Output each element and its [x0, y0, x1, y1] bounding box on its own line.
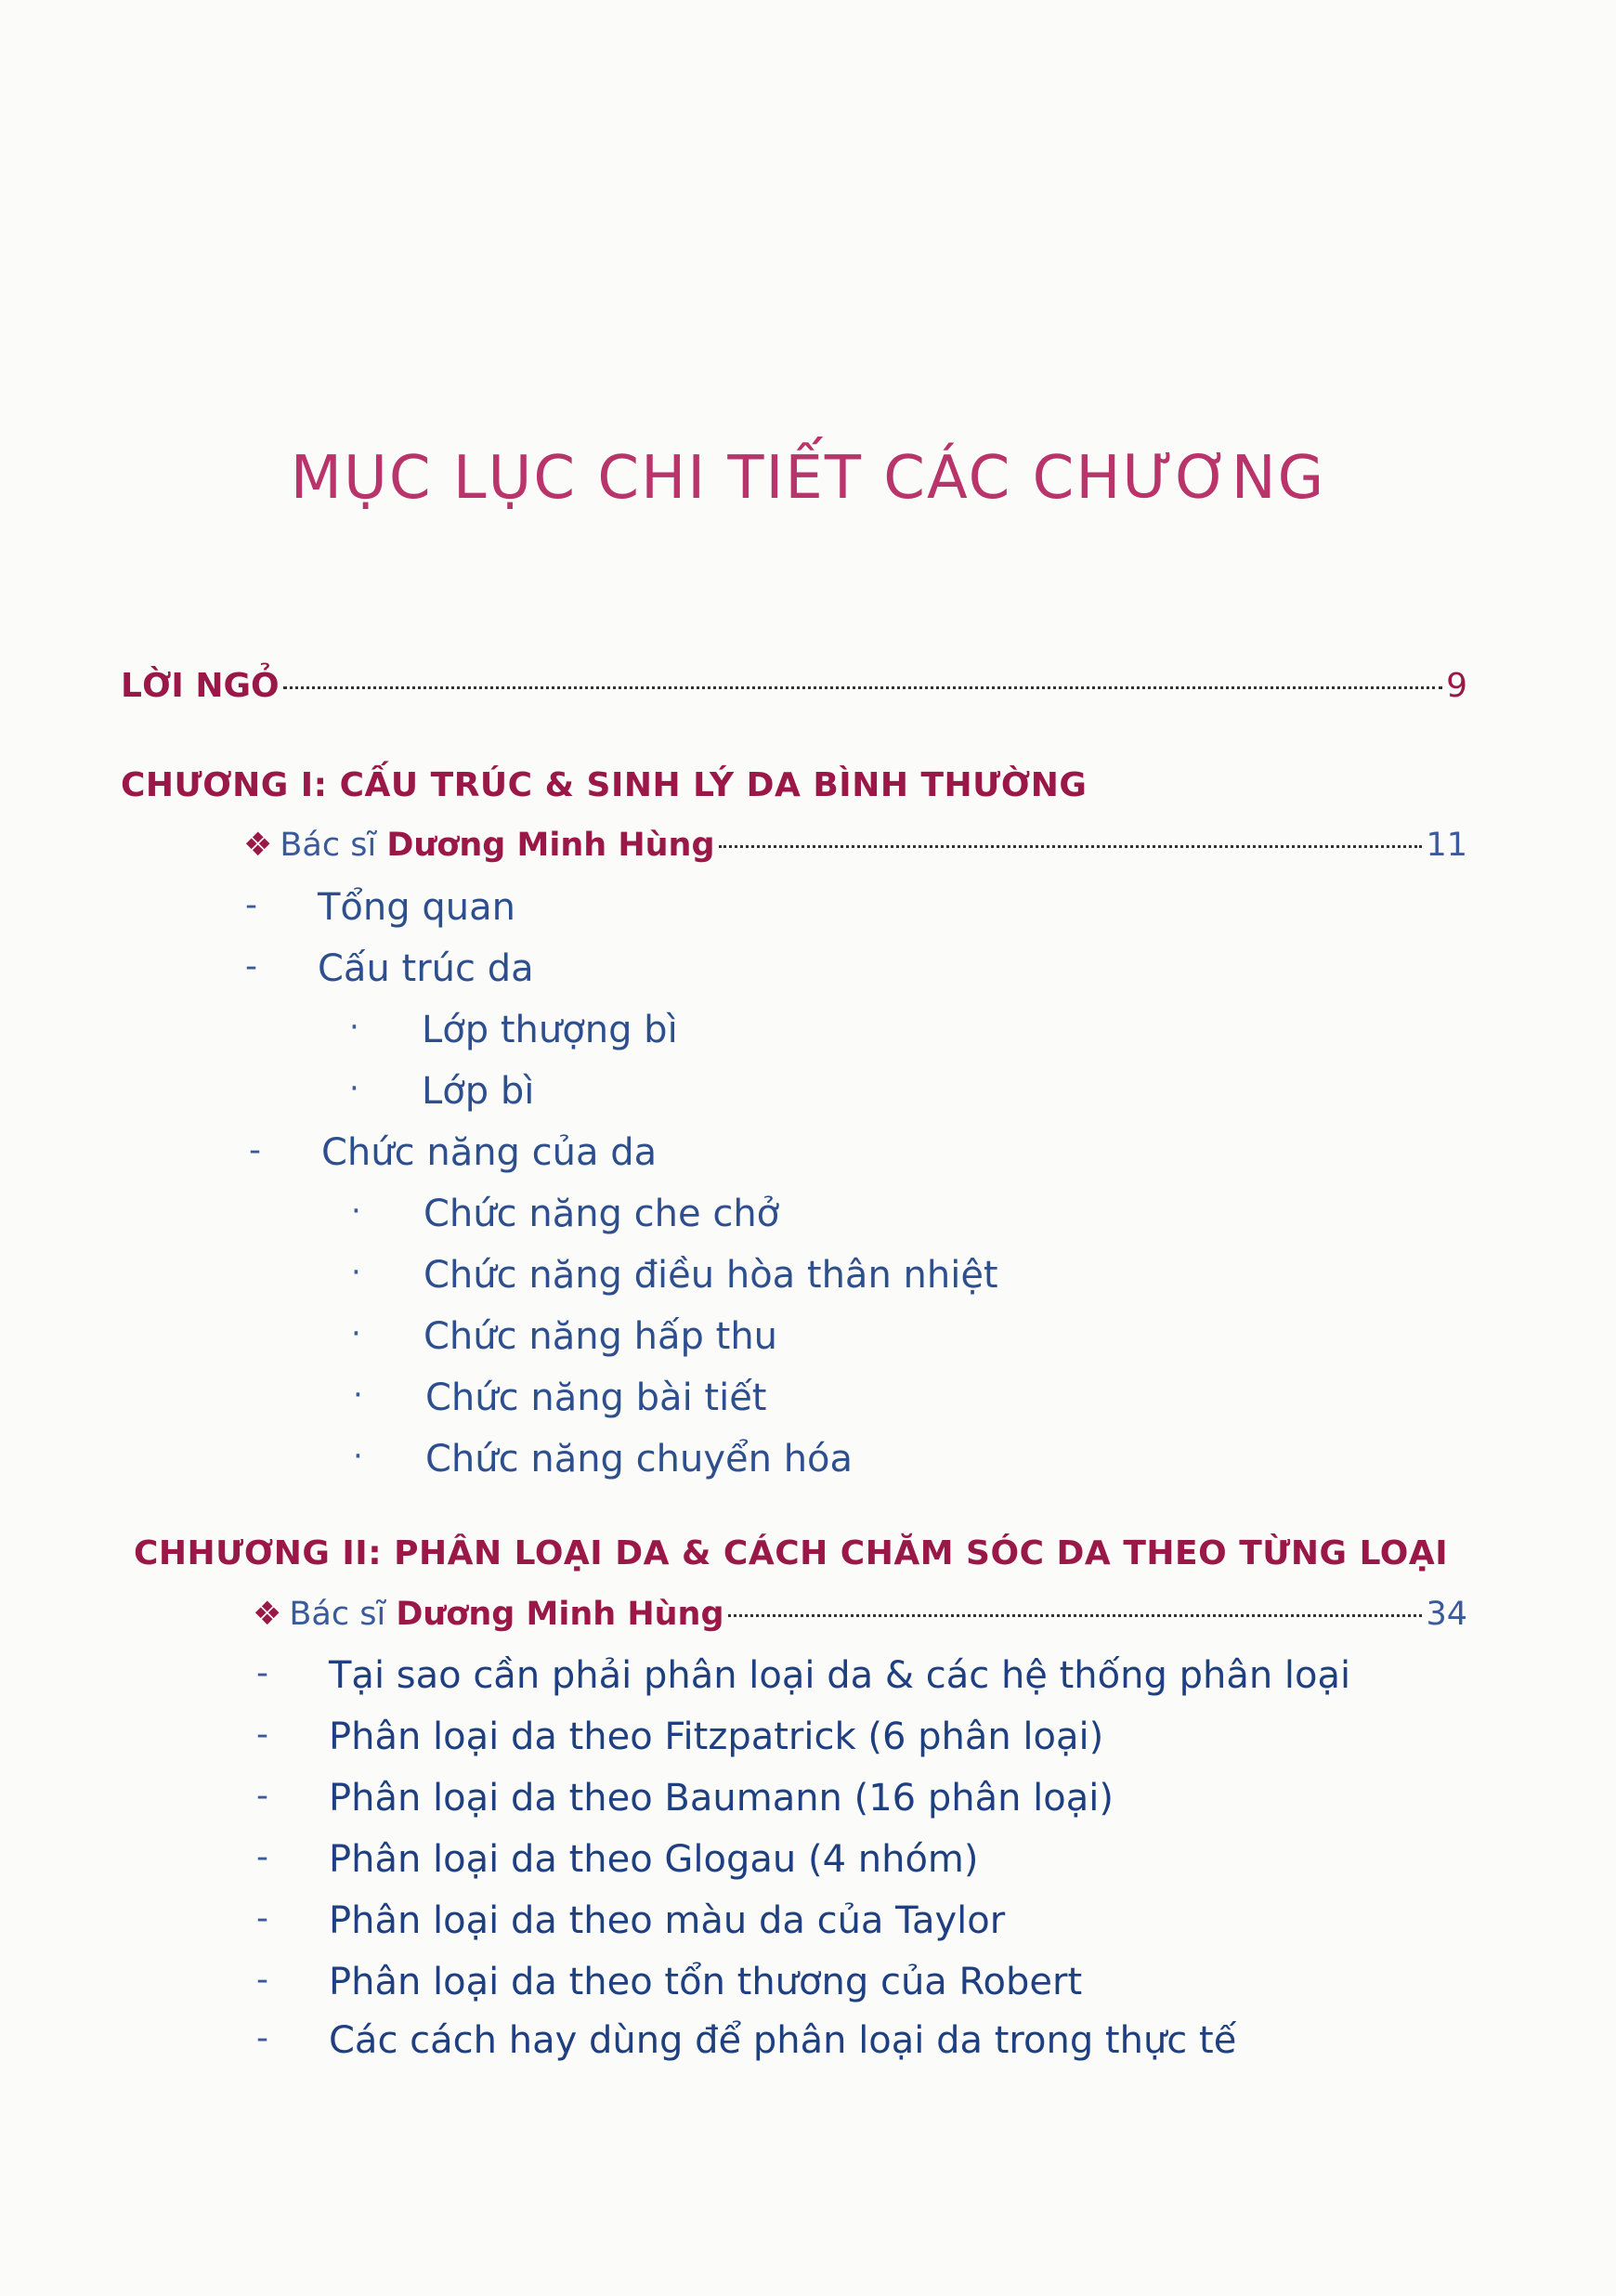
dash-bullet: -	[256, 2019, 268, 2057]
dash-bullet: -	[245, 886, 257, 924]
list-item[interactable]	[256, 1777, 1114, 1820]
list-item[interactable]	[256, 1899, 1006, 1942]
dash-bullet: -	[256, 1899, 268, 1937]
item-text: Phân loại da theo Fitzpatrick (6 phân loại)	[329, 1715, 1104, 1758]
item-text: Cấu trúc da	[318, 947, 534, 990]
list-item[interactable]	[353, 1376, 767, 1419]
chapter-2-page: 34	[1426, 1596, 1467, 1633]
list-item[interactable]	[353, 1438, 854, 1481]
chapter-1-page: 11	[1426, 827, 1467, 864]
item-text: Phân loại da theo Glogau (4 nhóm)	[329, 1838, 979, 1881]
list-item[interactable]	[256, 1838, 979, 1881]
list-item[interactable]	[249, 1131, 658, 1174]
chapter-1-heading[interactable]: CHƯƠNG I: CẤU TRÚC & SINH LÝ DA BÌNH THƯỜNG	[121, 766, 1088, 804]
dot-bullet: ·	[349, 1009, 359, 1046]
item-text: Phân loại da theo Baumann (16 phân loại)	[329, 1777, 1114, 1820]
dash-bullet: -	[245, 947, 257, 985]
list-item[interactable]	[351, 1315, 778, 1358]
author-label	[243, 827, 715, 864]
item-text: Phân loại da theo màu da của Taylor	[329, 1899, 1006, 1942]
leader-dots	[728, 1614, 1423, 1617]
dash-bullet: -	[256, 1654, 268, 1692]
dash-bullet: -	[256, 1961, 268, 1999]
loi-ngo-label: LỜI NGỎ	[121, 667, 280, 705]
dot-bullet: ·	[351, 1315, 361, 1352]
page-title: MỤC LỤC CHI TIẾT CÁC CHƯƠNG	[290, 444, 1326, 513]
item-text: Các cách hay dùng để phân loại da trong thực tế	[329, 2019, 1237, 2062]
loi-ngo-page: 9	[1446, 667, 1467, 705]
item-text: Tổng quan	[318, 886, 515, 929]
list-item[interactable]	[245, 947, 534, 990]
chapter-2-author-entry[interactable]	[253, 1596, 1467, 1633]
item-text: Phân loại da theo tổn thương của Robert	[329, 1961, 1083, 2003]
list-item[interactable]	[351, 1254, 998, 1297]
list-item[interactable]	[349, 1070, 535, 1113]
dash-bullet: -	[249, 1131, 261, 1169]
dash-bullet: -	[256, 1838, 268, 1876]
item-text: Tại sao cần phải phân loại da & các hệ thống phân loại	[329, 1654, 1351, 1697]
dot-bullet: ·	[351, 1254, 361, 1291]
author-prefix: Bác sĩ	[280, 827, 377, 864]
author-name: Dương Minh Hùng	[396, 1596, 724, 1633]
item-text: Chức năng điều hòa thân nhiệt	[424, 1254, 998, 1297]
list-item[interactable]	[256, 1654, 1351, 1697]
author-prefix: Bác sĩ	[289, 1596, 386, 1633]
list-item[interactable]	[349, 1009, 678, 1051]
chapter-2-heading[interactable]: CHHƯƠNG II: PHÂN LOẠI DA & CÁCH CHĂM SÓC DA THEO TỪNG LOẠI	[134, 1534, 1449, 1572]
list-item[interactable]	[245, 886, 515, 929]
diamond-star-icon: ❖	[243, 827, 273, 864]
item-text: Lớp bì	[422, 1070, 535, 1113]
dot-bullet: ·	[351, 1193, 361, 1230]
leader-dots	[719, 845, 1423, 848]
item-text: Chức năng của da	[321, 1131, 658, 1174]
author-name: Dương Minh Hùng	[386, 827, 715, 864]
diamond-star-icon: ❖	[253, 1596, 282, 1633]
item-text: Chức năng hấp thu	[424, 1315, 778, 1358]
dot-bullet: ·	[353, 1438, 363, 1475]
list-item[interactable]	[256, 1715, 1104, 1758]
toc-entry-loi-ngo[interactable]	[121, 667, 1467, 705]
item-text: Chức năng che chở	[424, 1193, 780, 1235]
item-text: Chức năng bài tiết	[425, 1376, 767, 1419]
dash-bullet: -	[256, 1715, 268, 1754]
list-item[interactable]	[351, 1193, 780, 1235]
author-label	[253, 1596, 724, 1633]
chapter-1-author-entry[interactable]	[243, 827, 1467, 864]
item-text: Chức năng chuyển hóa	[425, 1438, 854, 1481]
list-item[interactable]	[256, 1961, 1083, 2003]
list-item[interactable]	[256, 2019, 1237, 2062]
dash-bullet: -	[256, 1777, 268, 1815]
leader-dots	[283, 686, 1442, 689]
dot-bullet: ·	[349, 1070, 359, 1107]
item-text: Lớp thượng bì	[422, 1009, 678, 1051]
dot-bullet: ·	[353, 1376, 363, 1414]
